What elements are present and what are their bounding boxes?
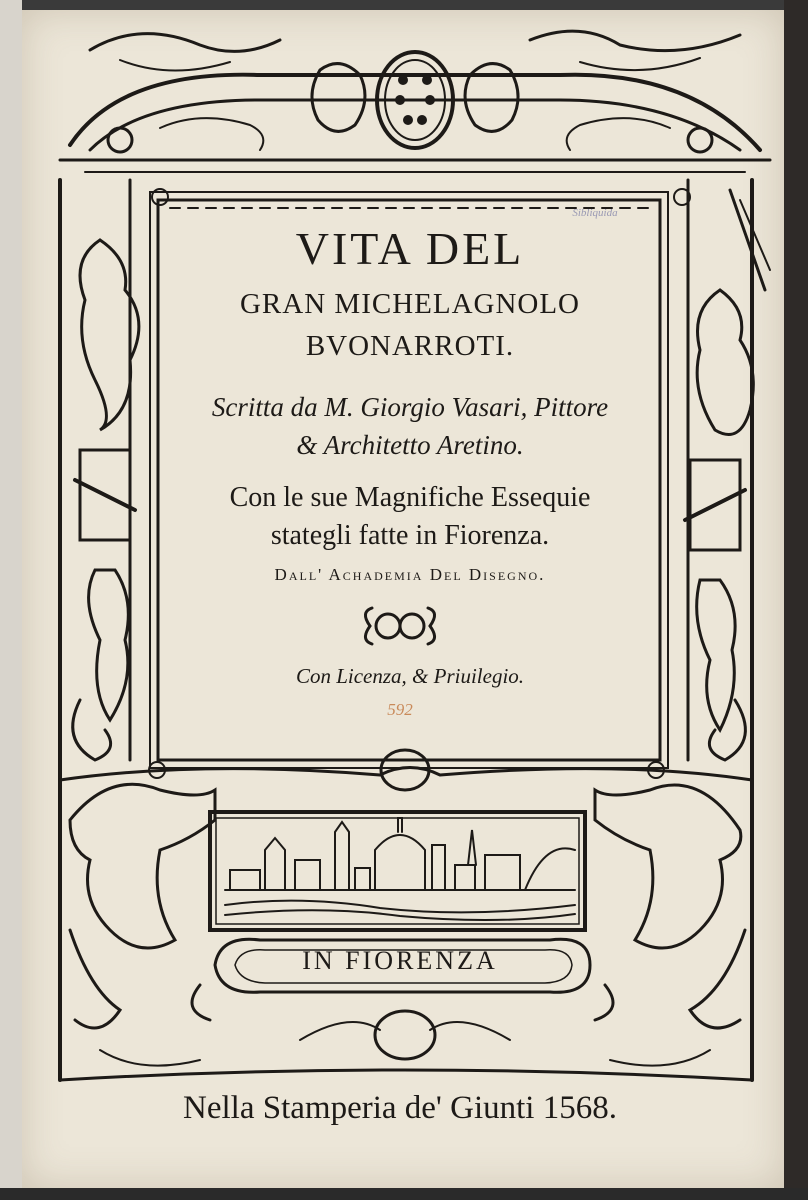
pencil-annotation: 592	[387, 700, 413, 719]
florence-skyline	[225, 818, 575, 920]
cartouche-label: IN FIORENZA	[302, 946, 498, 975]
imprint-line: Nella Stamperia de' Giunti 1568.	[183, 1090, 617, 1126]
esequie-line-2: stategli fatte in Fiorenza.	[270, 520, 550, 551]
title-line-3: BVONARROTI.	[305, 330, 515, 362]
esequie-line-1: Con le sue Magnifiche Essequie	[229, 482, 591, 513]
reclining-figure-right	[595, 785, 741, 948]
author-line-2: & Architetto Aretino.	[296, 430, 524, 460]
library-stamp: Sibliquida	[572, 207, 618, 219]
license-line: Con Licenza, & Priuilegio.	[295, 664, 525, 688]
title-line-2: GRAN MICHELAGNOLO	[239, 288, 580, 320]
knot-ornament	[365, 608, 434, 644]
reclining-figure-left	[70, 784, 215, 948]
author-line-1: Scritta da M. Giorgio Vasari, Pittore	[211, 392, 609, 422]
title-line-1: VITA DEL	[295, 223, 525, 274]
academy-line: Dall' Achademia Del Disegno.	[274, 565, 546, 584]
